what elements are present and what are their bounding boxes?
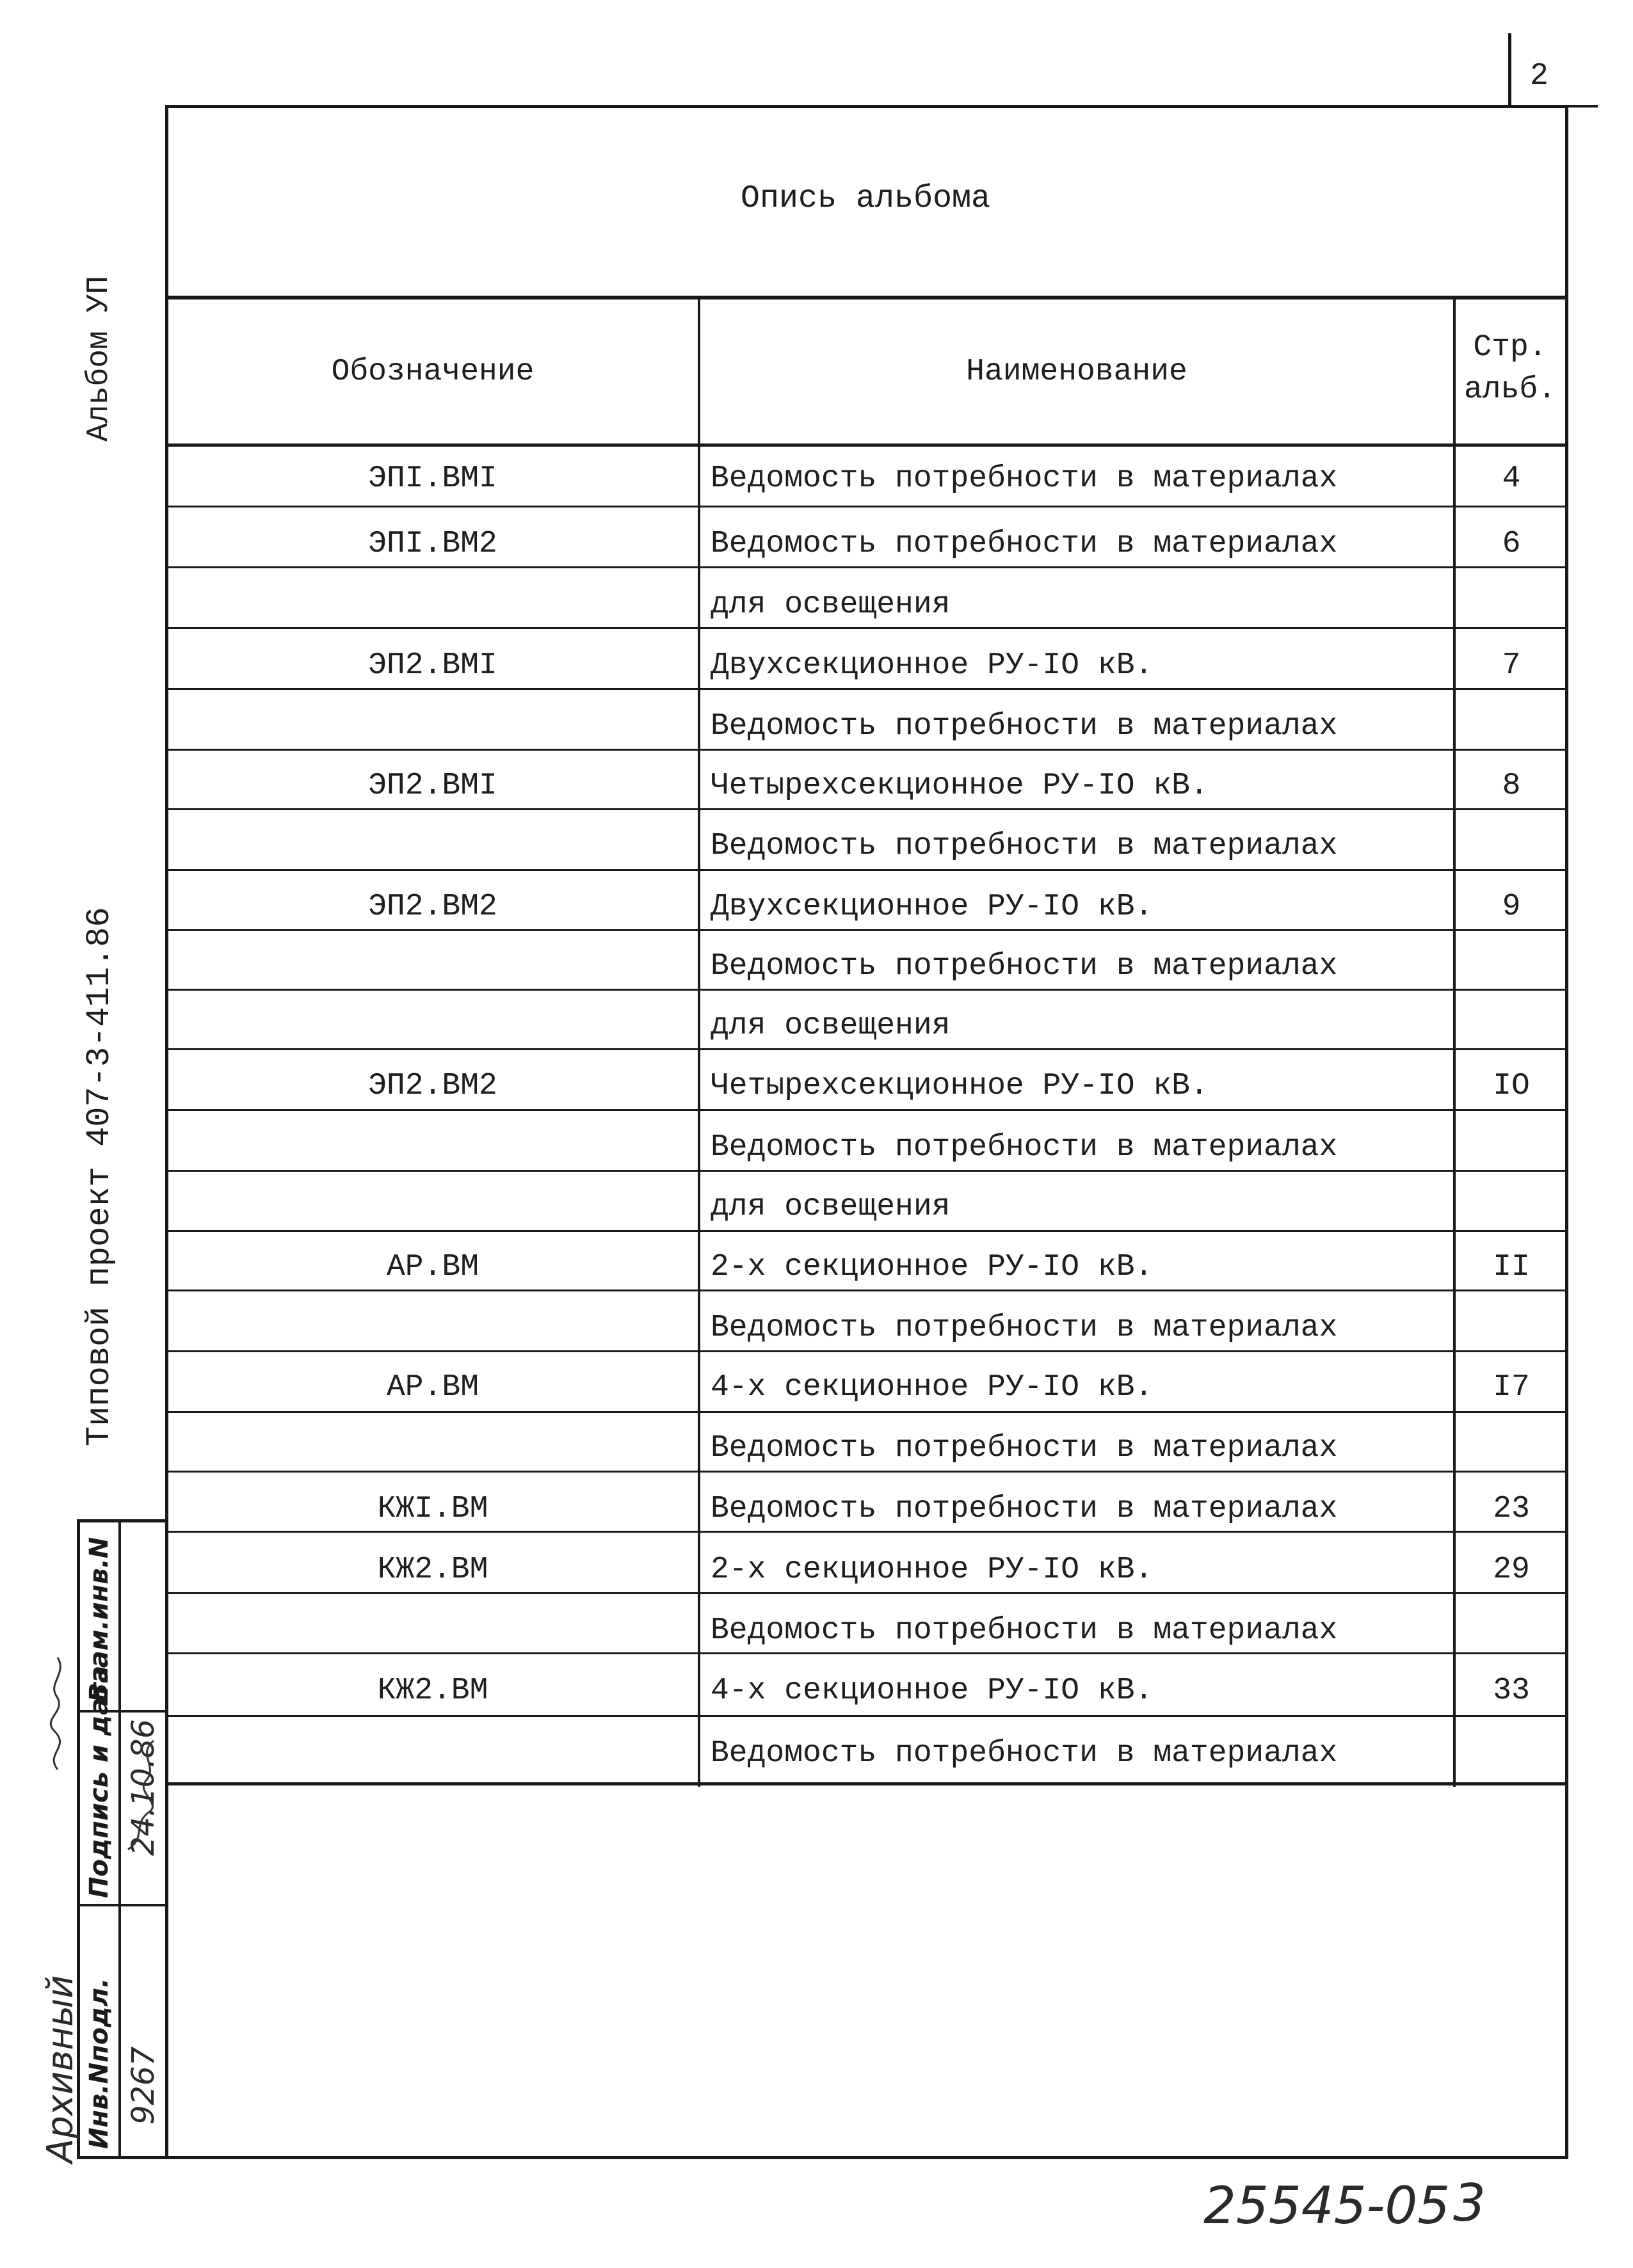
- sheet-number: 2: [1530, 59, 1549, 93]
- column-divider-2: [1453, 296, 1456, 1787]
- table-row-line: [165, 1782, 1567, 1785]
- page-cell: 29: [1493, 1553, 1530, 1587]
- stamp-label-signature-date: Подпись и дата: [84, 1665, 114, 1898]
- column-divider-1: [698, 296, 700, 1787]
- designation-cell: ЭПI.ВМI: [368, 461, 497, 496]
- name-cell: Ведомость потребности в материалах: [711, 527, 1338, 561]
- name-cell: 4-х секционное РУ-IO кВ.: [711, 1370, 1154, 1405]
- table-row-line: [165, 1471, 1567, 1473]
- table-row-line: [165, 869, 1567, 871]
- stamp-date: 24.10.86: [125, 1719, 161, 1856]
- stamp-vertical-divider: [118, 1519, 121, 2156]
- page-cell: 33: [1493, 1673, 1530, 1708]
- designation-cell: ЭП2.ВМI: [368, 769, 497, 803]
- table-row-line: [165, 1350, 1567, 1352]
- column-header-page: [1456, 326, 1565, 411]
- designation-cell: КЖI.ВМ: [377, 1492, 488, 1526]
- name-cell: Ведомость потребности в материалах: [711, 829, 1338, 863]
- table-row-line: [165, 627, 1567, 629]
- stamp-inventory-number: 9267: [125, 2046, 161, 2125]
- page-cell: 23: [1493, 1492, 1530, 1526]
- table-row-line: [165, 506, 1567, 507]
- table-row-line: [165, 749, 1567, 751]
- name-cell: Ведомость потребности в материалах: [711, 461, 1338, 496]
- name-cell: Ведомость потребности в материалах: [711, 1130, 1338, 1165]
- name-cell: Ведомость потребности в материалах: [711, 1492, 1338, 1526]
- name-cell: для освещения: [711, 587, 951, 622]
- name-cell: Ведомость потребности в материалах: [711, 1736, 1338, 1771]
- sheet-number-divider: [1508, 33, 1511, 105]
- table-row-line: [165, 1109, 1567, 1111]
- name-cell: для освещения: [711, 1009, 951, 1043]
- name-cell: Четырехсекционное РУ-IO кВ.: [711, 769, 1209, 803]
- document-title: Опись альбома: [740, 180, 991, 217]
- name-cell: Ведомость потребности в материалах: [711, 949, 1338, 984]
- column-header-page-line1: Стр.: [1473, 330, 1547, 365]
- table-row-line: [165, 1531, 1567, 1533]
- designation-cell: ЭПI.ВМ2: [368, 527, 497, 561]
- stamp-top-extension: [118, 1519, 167, 1522]
- designation-cell: ЭП2.ВМ2: [368, 1069, 497, 1103]
- name-cell: Ведомость потребности в материалах: [711, 1431, 1338, 1465]
- name-cell: Двухсекционное РУ-IO кВ.: [711, 648, 1154, 683]
- name-cell: 2-х секционное РУ-IO кВ.: [711, 1553, 1154, 1587]
- name-cell: Ведомость потребности в материалах: [711, 1311, 1338, 1345]
- project-label: Типовой проект 407-3-411.86: [81, 907, 118, 1446]
- page-cell: I7: [1493, 1370, 1530, 1405]
- table-row-line: [165, 1230, 1567, 1232]
- page-cell: II: [1493, 1250, 1530, 1284]
- name-cell: для освещения: [711, 1190, 951, 1224]
- name-cell: 4-х секционное РУ-IO кВ.: [711, 1673, 1154, 1708]
- table-row-line: [165, 566, 1567, 568]
- album-label: Альбом УП: [82, 275, 117, 442]
- table-row-line: [165, 1048, 1567, 1050]
- table-row-line: [165, 1411, 1567, 1413]
- header-bottom-line: [165, 443, 1567, 447]
- table-row-line: [165, 1170, 1567, 1172]
- designation-cell: АР.ВМ: [386, 1370, 479, 1405]
- page-cell: 7: [1502, 648, 1521, 683]
- table-row-line: [165, 1652, 1567, 1654]
- name-cell: Четырехсекционное РУ-IO кВ.: [711, 1069, 1209, 1103]
- designation-cell: КЖ2.ВМ: [377, 1673, 488, 1708]
- table-row-line: [165, 1592, 1567, 1594]
- name-cell: Ведомость потребности в материалах: [711, 709, 1338, 744]
- column-header-page-line2: альб.: [1463, 372, 1557, 407]
- name-cell: Ведомость потребности в материалах: [711, 1613, 1338, 1648]
- page-cell: 6: [1502, 527, 1521, 561]
- stamp-label-vzam-inv: Взам.инв.N: [84, 1537, 114, 1702]
- designation-cell: АР.ВМ: [386, 1250, 479, 1284]
- table-row-line: [165, 688, 1567, 690]
- page-cell: 9: [1502, 890, 1521, 924]
- document-page-number: 3: [1453, 2173, 1486, 2233]
- table-row-line: [165, 1715, 1567, 1717]
- signature-scribble-upper: [38, 1651, 77, 1773]
- designation-cell: ЭП2.ВМ2: [368, 890, 497, 924]
- name-cell: Двухсекционное РУ-IO кВ.: [711, 890, 1154, 924]
- designation-cell: КЖ2.ВМ: [377, 1553, 488, 1587]
- column-header-name: Наименование: [966, 354, 1187, 389]
- stamp-label-inv-podl: Инв.Nподл.: [84, 1977, 114, 2149]
- page-cell: 4: [1502, 461, 1521, 496]
- page-cell: 8: [1502, 769, 1521, 803]
- stamp-row-line-2: [77, 1904, 165, 1906]
- archive-note: Архивный: [40, 1975, 81, 2163]
- column-header-designation: Обозначение: [331, 354, 535, 389]
- table-row-line: [165, 929, 1567, 931]
- table-row-line: [165, 989, 1567, 991]
- name-cell: 2-х секционное РУ-IO кВ.: [711, 1250, 1154, 1284]
- designation-cell: ЭП2.ВМI: [368, 648, 497, 683]
- signature-scribble: [122, 1728, 166, 1856]
- table-row-line: [165, 808, 1567, 810]
- table-row-line: [165, 1290, 1567, 1291]
- document-code: 25545-05: [1203, 2176, 1451, 2235]
- page-cell: IO: [1493, 1069, 1530, 1103]
